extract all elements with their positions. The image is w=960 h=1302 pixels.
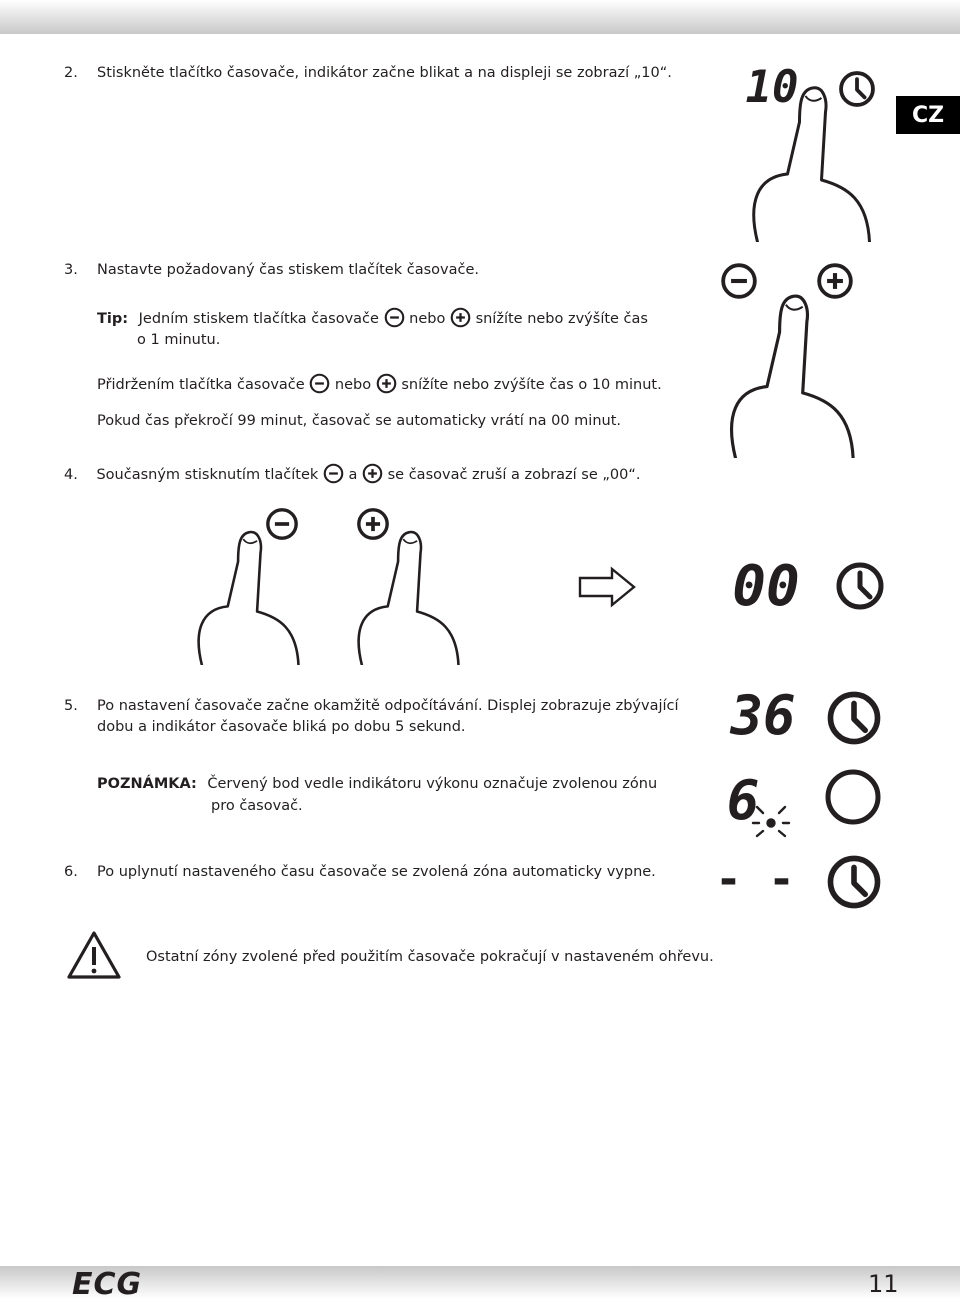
tip-part-2: snížíte nebo zvýšíte čas [475, 311, 648, 327]
plus-circle-icon [450, 307, 471, 328]
hold-line [97, 373, 662, 396]
hold-or: nebo [334, 377, 372, 393]
bottom-gradient-bar [0, 1266, 960, 1299]
clock-icon [841, 73, 873, 105]
step-2-text: Stiskněte tlačítko časovače, indikátor začne blikat a na displeji se zobrazí „10“. [97, 65, 672, 81]
step-3-number: 3. [64, 262, 78, 278]
step-4-and: a [348, 467, 358, 483]
clock-icon [839, 565, 881, 607]
display-dash-value: - - [715, 854, 795, 905]
step-2-number: 2. [64, 65, 78, 81]
step-4-line [64, 463, 640, 486]
step-5-number: 5. [64, 698, 78, 714]
display-36-value: 36 [730, 684, 796, 747]
minus-circle-icon [384, 307, 405, 328]
display-dash-figure [715, 852, 885, 912]
step-4-number: 4. [64, 467, 78, 483]
step-6-text: Po uplynutí nastaveného času časovače se zvolená zóna automaticky vypne. [97, 864, 656, 880]
tip-label: Tip: [97, 311, 129, 327]
tip-part-1: Jedním stiskem tlačítka časovače [138, 311, 379, 327]
language-tab: CZ [896, 96, 960, 134]
tip-line-2: o 1 minutu. [137, 332, 221, 348]
minus-circle-icon [723, 265, 755, 297]
timer-ring-icon [828, 772, 878, 822]
finger-press-icon [359, 532, 459, 665]
step-5-line-1: Po nastavení časovače začne okamžitě odpočítávání. Displej zobrazuje zbývající [97, 698, 679, 714]
clock-icon [830, 858, 877, 905]
finger-press-icon [732, 296, 854, 458]
step-4-part-2: se časovač zruší a zobrazí se „00“. [387, 467, 641, 483]
minus-circle-icon [268, 510, 296, 538]
display-6-figure [725, 767, 885, 837]
minus-plus-finger-figure [708, 260, 898, 460]
ecg-logo: ECG [72, 1267, 143, 1302]
step-3-text: Nastavte požadovaný čas stiskem tlačítek časovače. [97, 262, 479, 278]
step-6-number: 6. [64, 864, 78, 880]
plus-circle-icon [359, 510, 387, 538]
display-00-value: 00 [732, 554, 800, 619]
hold-part-1: Přidržením tlačítka časovače [97, 377, 305, 393]
tip-line-1 [97, 307, 648, 330]
step-4-part-1: Současným stisknutím tlačítek [96, 467, 319, 483]
display-6-value: 6 [726, 769, 760, 832]
tip-or: nebo [409, 311, 446, 327]
note-label: POZNÁMKA: [97, 776, 197, 792]
over-99-text: Pokud čas překročí 99 minut, časovač se automaticky vrátí na 00 minut. [97, 413, 621, 429]
note-line-1 [97, 773, 657, 795]
minus-circle-icon [323, 463, 344, 484]
clock-icon [830, 694, 877, 741]
top-gradient-bar [0, 0, 960, 34]
plus-circle-icon [362, 463, 383, 484]
finger-press-icon [199, 532, 299, 665]
display-10-figure [720, 60, 900, 242]
display-36-figure [725, 684, 885, 747]
plus-circle-icon [376, 373, 397, 394]
step-5-line-2: dobu a indikátor časovače bliká po dobu 5 sekund. [97, 719, 466, 735]
note-line-2: pro časovač. [211, 798, 303, 814]
note-text-1: Červený bod vedle indikátoru výkonu označuje zvolenou zónu [207, 776, 658, 792]
warning-text: Ostatní zóny zvolené před použitím časovače pokračují v nastaveném ohřevu. [146, 949, 714, 965]
cancel-timer-figure [160, 505, 960, 665]
minus-circle-icon [309, 373, 330, 394]
plus-circle-icon [819, 265, 851, 297]
display-10-value: 10 [745, 62, 799, 113]
arrow-right-icon [580, 569, 634, 605]
warning-triangle-icon [66, 930, 122, 980]
page-number: 11 [868, 1270, 899, 1298]
hold-part-2: snížíte nebo zvýšíte čas o 10 minut. [401, 377, 662, 393]
